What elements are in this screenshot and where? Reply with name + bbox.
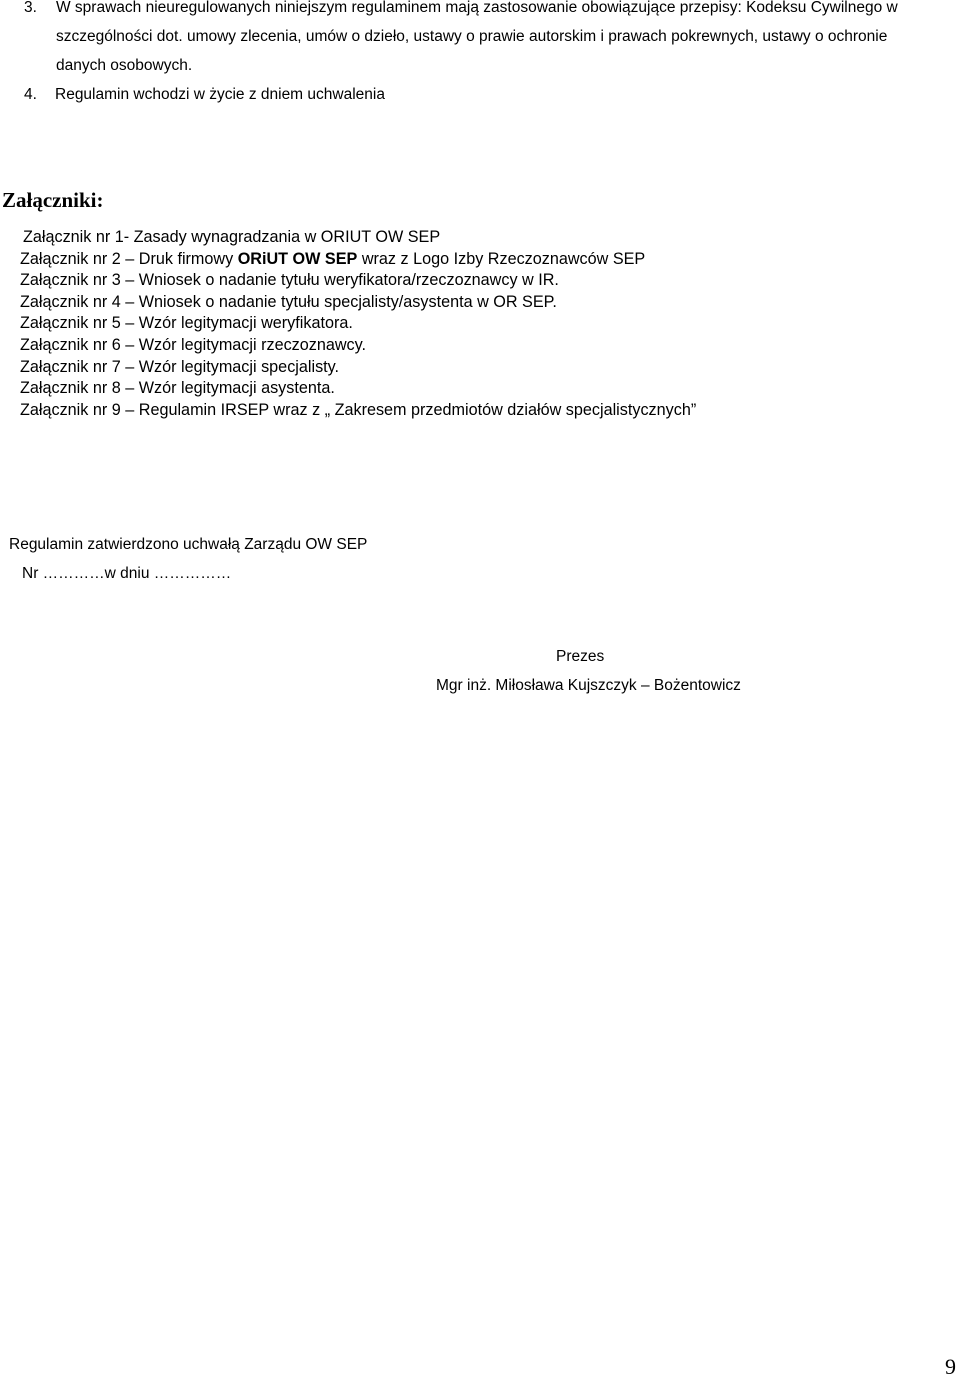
attachment-label: Załącznik nr 8 bbox=[20, 379, 121, 398]
attachment-label: Załącznik nr 6 bbox=[20, 335, 121, 354]
attachments-list bbox=[20, 227, 696, 421]
attachment-item bbox=[20, 249, 696, 271]
attachment-text-bold: ORiUT OW SEP bbox=[237, 249, 358, 268]
attachment-text: Wzór legitymacji rzeczoznawcy. bbox=[138, 335, 367, 354]
paragraph-text: Regulamin wchodzi w życie z dniem uchwalenia bbox=[55, 86, 385, 103]
attachment-separator: – bbox=[120, 249, 139, 268]
attachment-text: Druk firmowy bbox=[138, 249, 238, 268]
paragraph-number: 4. bbox=[24, 86, 37, 103]
signature-name: Mgr inż. Miłosława Kujszczyk – Bożentowicz bbox=[436, 677, 741, 694]
attachment-text: Regulamin IRSEP wraz z „ Zakresem przedmiotów działów specjalistycznych” bbox=[138, 400, 697, 419]
attachment-separator: – bbox=[120, 271, 139, 290]
attachment-item bbox=[20, 400, 696, 422]
resolution-number-line: Nr …………w dniu …………… bbox=[22, 565, 232, 582]
attachment-text: Wzór legitymacji specjalisty. bbox=[138, 357, 340, 376]
attachment-text: wraz z Logo Izby Rzeczoznawców SEP bbox=[357, 249, 646, 268]
approval-block bbox=[9, 530, 367, 588]
attachment-label: Załącznik nr 5 bbox=[20, 314, 121, 333]
attachment-label: Załącznik nr 3 bbox=[20, 271, 121, 290]
attachment-text: Wniosek o nadanie tytułu specjalisty/asystenta w OR SEP. bbox=[138, 292, 557, 311]
attachment-separator: – bbox=[120, 379, 139, 398]
attachment-label: Załącznik nr 9 bbox=[20, 400, 121, 419]
attachment-item bbox=[20, 313, 696, 335]
paragraph-4 bbox=[24, 80, 385, 109]
page-number: 9 bbox=[945, 1354, 956, 1379]
attachment-separator: – bbox=[120, 400, 139, 419]
attachment-label: Załącznik nr 7 bbox=[20, 357, 121, 376]
attachment-separator: – bbox=[120, 357, 139, 376]
attachment-separator: – bbox=[120, 292, 139, 311]
attachment-item bbox=[20, 292, 696, 314]
signature-block bbox=[436, 642, 741, 700]
attachment-text: Wniosek o nadanie tytułu weryfikatora/rzeczoznawcy w IR. bbox=[138, 271, 559, 290]
signature-title: Prezes bbox=[556, 648, 605, 665]
attachment-label: Załącznik nr 4 bbox=[20, 292, 121, 311]
attachments-heading: Załączniki: bbox=[2, 188, 104, 212]
paragraph-number: 3. bbox=[24, 0, 37, 16]
attachment-item bbox=[20, 335, 696, 357]
attachment-item bbox=[20, 378, 696, 400]
paragraph-line: danych osobowych. bbox=[56, 57, 193, 74]
attachment-separator: – bbox=[120, 335, 139, 354]
attachment-text: Wzór legitymacji weryfikatora. bbox=[138, 314, 353, 333]
paragraph-line: szczególności dot. umowy zlecenia, umów o dzieło, ustawy o prawie autorskim i prawach pokrewnych, ustawy o ochronie bbox=[56, 28, 888, 45]
attachment-item bbox=[20, 357, 696, 379]
attachment-item bbox=[20, 270, 696, 292]
attachment-label: Załącznik nr 2 bbox=[20, 249, 121, 268]
attachment-text: Zasady wynagradzania w ORIUT OW SEP bbox=[129, 228, 441, 246]
paragraph-line: W sprawach nieuregulowanych niniejszym regulaminem mają zastosowanie obowiązujące przepisy: Kodeksu Cywilnego w bbox=[56, 0, 898, 16]
attachment-label: Załącznik nr 1- bbox=[23, 228, 130, 246]
attachment-item bbox=[20, 227, 696, 249]
attachment-text: Wzór legitymacji asystenta. bbox=[138, 379, 335, 398]
paragraph-3 bbox=[24, 0, 954, 80]
attachment-separator: – bbox=[120, 314, 139, 333]
approval-statement: Regulamin zatwierdzono uchwałą Zarządu OW SEP bbox=[9, 536, 368, 553]
